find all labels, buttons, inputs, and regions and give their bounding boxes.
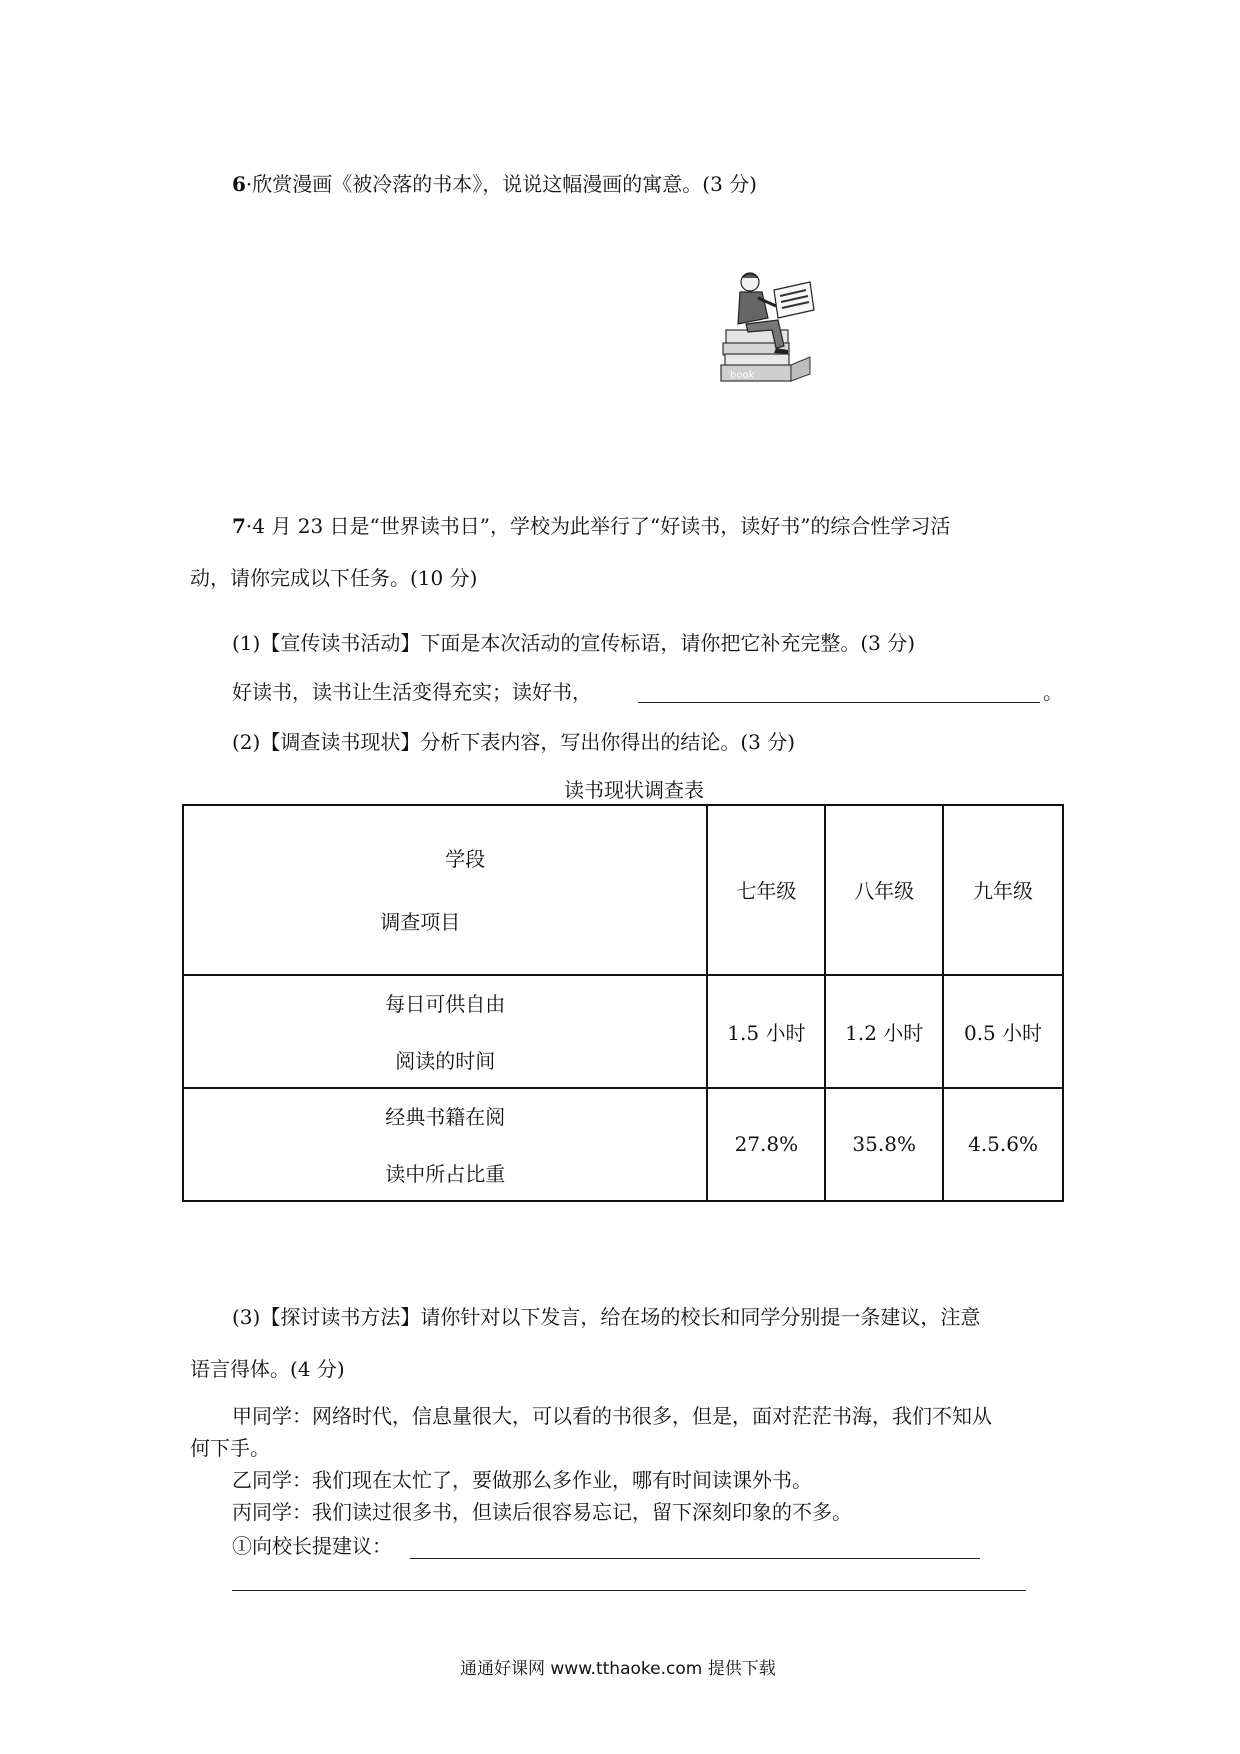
- header-grade-label: 学段: [445, 846, 486, 871]
- slogan-suffix: 。: [1043, 680, 1063, 704]
- slogan-answer-blank[interactable]: [638, 702, 1040, 703]
- page-footer: 通通好课网 www.tthaoke.com 提供下载: [460, 1659, 776, 1679]
- row-label-line2: 读中所占比重: [385, 1162, 506, 1187]
- part3-title-line2: 语言得体。(4 分): [190, 1357, 345, 1381]
- table-cell: 35.8%: [825, 1088, 943, 1201]
- newspaper: [774, 282, 814, 318]
- table-cell: 1.5 小时: [707, 975, 825, 1088]
- part1-title: (1)【宣传读书活动】下面是本次活动的宣传标语，请你把它补充完整。(3 分): [232, 631, 916, 655]
- comic-illustration: [718, 268, 838, 384]
- suggest-principal-label: ①向校长提建议：: [232, 1534, 392, 1558]
- part3-title: (3)【探讨读书方法】请你针对以下发言，给在场的校长和同学分别提一条建议，注意: [232, 1305, 981, 1329]
- row-label-line1: 经典书籍在阅: [385, 1105, 506, 1130]
- table-cell: 1.2 小时: [825, 975, 943, 1088]
- table-caption: 读书现状调查表: [564, 778, 704, 802]
- student-bing: 丙同学：我们读过很多书，但读后很容易忘记，留下深刻印象的不多。: [232, 1500, 852, 1524]
- table-cell: 27.8%: [707, 1088, 825, 1201]
- q6-line: [232, 170, 757, 198]
- table-cell: 0.5 小时: [943, 975, 1063, 1088]
- table-cell: 4.5.6%: [943, 1088, 1063, 1201]
- q6-number: 6: [232, 172, 246, 196]
- principal-answer-blank-2[interactable]: [232, 1590, 1026, 1591]
- table-row: [183, 1088, 1063, 1201]
- student-yi: 乙同学：我们现在太忙了，要做那么多作业，哪有时间读课外书。: [232, 1468, 812, 1492]
- q7-number: 7: [232, 514, 246, 538]
- header-grade-8: 八年级: [825, 805, 943, 975]
- row-label-cell: [183, 1088, 707, 1201]
- student-jia-line2: 何下手。: [190, 1436, 270, 1460]
- header-grade-7: 七年级: [707, 805, 825, 975]
- comic-book-label: book: [730, 370, 755, 381]
- header-grade-9: 九年级: [943, 805, 1063, 975]
- header-item-label: 调查项目: [380, 909, 461, 934]
- book-stack: [721, 330, 810, 381]
- row-label-line1: 每日可供自由: [385, 992, 506, 1017]
- header-corner-cell: [183, 805, 707, 975]
- q7-line2: 动，请你完成以下任务。(10 分): [190, 566, 478, 590]
- row-label-line2: 阅读的时间: [395, 1049, 496, 1074]
- slogan-prefix: 好读书，读书让生活变得充实；读好书，: [232, 680, 592, 704]
- row-label-cell: [183, 975, 707, 1088]
- q6-text: ·欣赏漫画《被冷落的书本》，说说这幅漫画的寓意。(3 分): [245, 172, 757, 196]
- survey-table: [182, 804, 1064, 1202]
- q7-intro-text: ·4 月 23 日是“世界读书日”，学校为此举行了“好读书，读好书”的综合性学习活: [245, 514, 951, 538]
- table-header-row: [183, 805, 1063, 975]
- student-jia-line1: 甲同学：网络时代，信息量很大，可以看的书很多，但是，面对茫茫书海，我们不知从: [232, 1404, 992, 1428]
- q7-line1: [232, 512, 950, 540]
- part2-title: (2)【调查读书现状】分析下表内容，写出你得出的结论。(3 分): [232, 730, 796, 754]
- table-row: [183, 975, 1063, 1088]
- principal-answer-blank[interactable]: [410, 1558, 980, 1559]
